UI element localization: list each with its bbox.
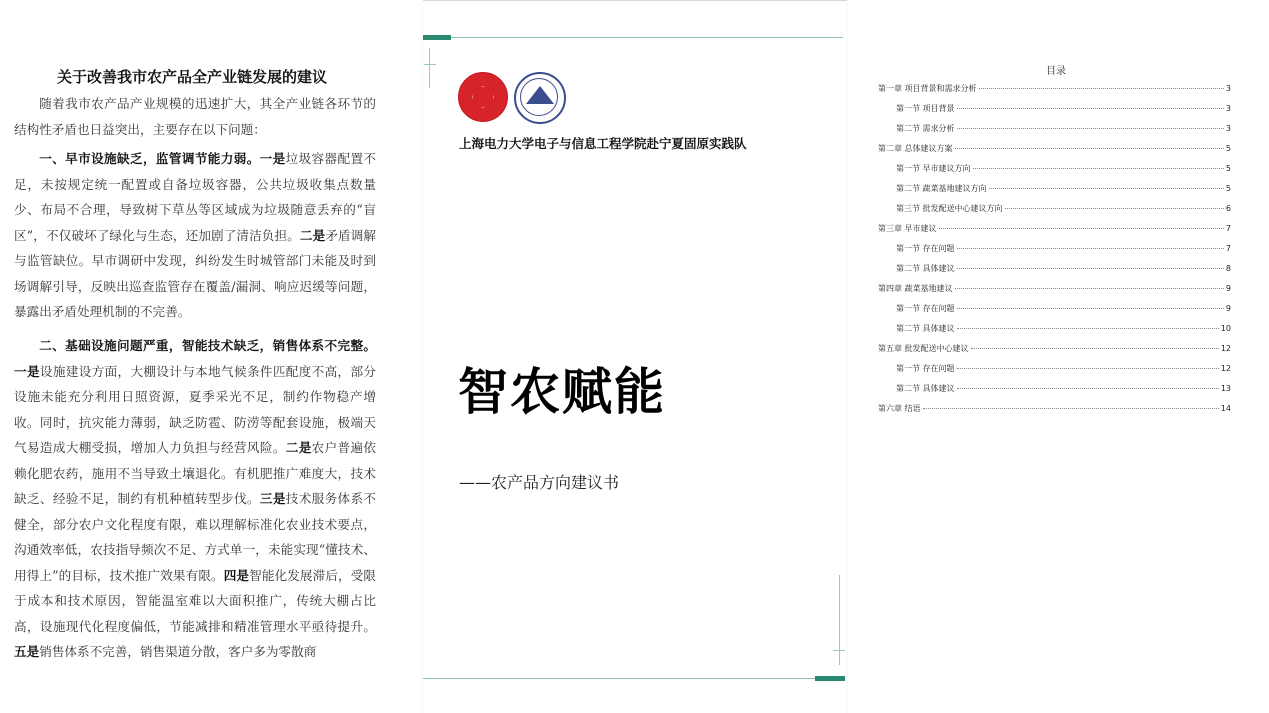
cover-page: [423, 0, 847, 713]
lead-marker: 三是: [259, 491, 286, 506]
toc-entry-label: 第一章 项目背景和需求分析: [878, 84, 977, 93]
toc-entry-label: 第一节 存在问题: [896, 364, 955, 373]
toc-entry-label: 第一节 存在问题: [896, 244, 955, 253]
issue-paragraph-2: [14, 333, 376, 665]
issue-heading-2: 二、基础设施问题严重，智能技术缺乏，销售体系不完整。: [39, 338, 376, 353]
lead-marker: 一是: [14, 363, 40, 379]
toc-entry-page: 9: [1225, 284, 1231, 293]
toc-entry[interactable]: [878, 383, 1231, 403]
issue-heading-1: 一、早市设施缺乏，监管调节能力弱。: [39, 151, 260, 166]
decor-top-line: [423, 37, 843, 38]
toc-entry-page: 3: [1225, 124, 1231, 133]
toc-entry-page: 12: [1220, 364, 1231, 373]
toc-entry-label: 第二节 具体建议: [896, 324, 955, 333]
toc-leader-dots: [957, 248, 1224, 249]
intro-paragraph: 随着我市农产品产业规模的迅速扩大，其全产业链各环节的结构性矛盾也日益突出，主要存在以下问题：: [14, 96, 376, 137]
toc-entry-label: 第四章 蔬菜基地建议: [878, 284, 953, 293]
page-edge-line: [423, 0, 847, 1]
toc-leader-dots: [1005, 208, 1224, 209]
toc-leader-dots: [989, 188, 1224, 189]
toc-entry[interactable]: [878, 323, 1231, 343]
toc-entry[interactable]: [878, 163, 1231, 183]
toc-entry-page: 8: [1225, 264, 1231, 273]
toc-entry-label: 第二章 总体建议方案: [878, 144, 953, 153]
toc-leader-dots: [957, 368, 1219, 369]
table-of-contents-page: [866, 50, 1250, 428]
lead-marker: 四是: [223, 567, 250, 583]
toc-entry-page: 12: [1220, 344, 1231, 353]
toc-entry-label: 第二节 蔬菜基地建议方向: [896, 184, 987, 193]
decor-crosshair-left-bar: [424, 64, 436, 65]
toc-entry[interactable]: [878, 143, 1231, 163]
toc-entry-page: 3: [1225, 104, 1231, 113]
decor-crosshair-right-bar: [833, 650, 845, 651]
toc-entry-page: 7: [1225, 224, 1231, 233]
toc-entry[interactable]: [878, 123, 1231, 143]
toc-entry-label: 第五章 批发配送中心建议: [878, 344, 969, 353]
toc-leader-dots: [955, 288, 1224, 289]
proposal-text-page: [0, 0, 400, 713]
lead-marker: 二是: [285, 440, 312, 455]
cover-title: 智农赋能: [458, 363, 666, 421]
toc-entry[interactable]: [878, 203, 1231, 223]
toc-entry-page: 3: [1225, 84, 1231, 93]
decor-top-block: [423, 35, 451, 40]
toc-entry-page: 6: [1225, 204, 1231, 213]
proposal-title: 关于改善我市农产品全产业链发展的建议: [56, 68, 327, 86]
paragraph-text: 矛盾调解与监管缺位。早市调研中发现，纠纷发生时城管部门未能及时到场调解引导，反映出巡查监管存在覆盖/漏洞、响应迟缓等问题，暴露出矛盾处理机制的不完善。: [14, 227, 377, 319]
toc-entry-label: 第三章 早市建议: [878, 224, 937, 233]
toc-entry[interactable]: [878, 183, 1231, 203]
lead-marker: 五是: [14, 644, 40, 659]
team-name: 上海电力大学电子与信息工程学院赴宁夏固原实践队: [459, 136, 747, 151]
toc-leader-dots: [957, 128, 1224, 129]
toc-entry-page: 5: [1225, 164, 1231, 173]
toc-leader-dots: [957, 268, 1224, 269]
toc-entry-label: 第一节 存在问题: [896, 304, 955, 313]
college-logo-icon: [514, 72, 566, 124]
paragraph-text: 销售体系不完善，销售渠道分散，客户多为零散商: [39, 644, 317, 659]
toc-entry[interactable]: [878, 263, 1231, 283]
toc-entry-label: 第三节 批发配送中心建议方向: [896, 204, 1003, 213]
toc-entry[interactable]: [878, 363, 1231, 383]
toc-entry[interactable]: [878, 303, 1231, 323]
toc-entry-label: 第二节 具体建议: [896, 264, 955, 273]
toc-entry-label: 第一节 项目背景: [896, 104, 955, 113]
lead-marker: 一是: [259, 151, 286, 166]
toc-entry-page: 9: [1225, 304, 1231, 313]
toc-leader-dots: [939, 228, 1224, 229]
toc-entry-page: 10: [1220, 324, 1231, 333]
decor-bottom-block: [815, 676, 845, 681]
lead-marker: 二是: [299, 227, 326, 243]
university-logo-icon: [458, 72, 508, 122]
toc-entry[interactable]: [878, 343, 1231, 363]
toc-entry[interactable]: [878, 243, 1231, 263]
paragraph-text: 农户普遍依赖化肥农药，施用不当导致土壤退化。有机肥推广难度大，技术缺乏、经验不足，制约有机种植转型步伐。: [14, 440, 377, 506]
toc-entry[interactable]: [878, 223, 1231, 243]
toc-leader-dots: [971, 348, 1219, 349]
toc-entry-page: 14: [1220, 404, 1231, 413]
issue-paragraph-1: [14, 146, 376, 325]
toc-leader-dots: [973, 168, 1224, 169]
toc-entry-page: 7: [1225, 244, 1231, 253]
decor-crosshair-right: [839, 575, 840, 665]
toc-leader-dots: [957, 388, 1219, 389]
toc-list: [878, 83, 1231, 423]
toc-entry[interactable]: [878, 403, 1231, 423]
toc-entry-page: 5: [1225, 184, 1231, 193]
toc-leader-dots: [955, 148, 1224, 149]
toc-leader-dots: [957, 308, 1224, 309]
paragraph-text: 智能化发展滞后，受限于成本和技术原因，智能温室难以大面积推广，传统大棚占比高，设施现代化程度偏低，节能减排和精准管理水平亟待提升。: [14, 567, 377, 634]
toc-title: 目录: [1046, 66, 1066, 77]
toc-entry-label: 第六章 结语: [878, 404, 921, 413]
toc-entry[interactable]: [878, 83, 1231, 103]
toc-entry-label: 第二节 具体建议: [896, 384, 955, 393]
toc-entry-label: 第二节 需求分析: [896, 124, 955, 133]
paragraph-text: 设施建设方面，大棚设计与本地气候条件匹配度不高，部分设施未能充分利用日照资源，夏季采光不足，制约作物稳产增收。同时，抗灾能力薄弱，缺乏防雹、防涝等配套设施，极端天气易造成大棚受损，增加人力负担与经营风险。: [14, 363, 377, 455]
toc-entry-page: 5: [1225, 144, 1231, 153]
toc-leader-dots: [957, 328, 1219, 329]
toc-entry-label: 第一节 早市建议方向: [896, 164, 971, 173]
toc-entry-page: 13: [1220, 384, 1231, 393]
toc-leader-dots: [979, 88, 1224, 89]
decor-bottom-line: [423, 678, 845, 679]
toc-leader-dots: [957, 108, 1224, 109]
paragraph-text: 技术服务体系不健全，部分农户文化程度有限，难以理解标准化农业技术要点，沟通效率低，农技指导频次不足、方式单一，未能实现“懂技术、用得上”的目标，技术推广效果有限。: [14, 491, 377, 583]
decor-crosshair-left: [429, 48, 430, 88]
cover-subtitle: ——农产品方向建议书: [459, 473, 620, 492]
toc-entry[interactable]: [878, 103, 1231, 123]
toc-leader-dots: [923, 408, 1219, 409]
paragraph-text: 垃圾容器配置不足，未按规定统一配置或自备垃圾容器，公共垃圾收集点数量少、布局不合理，导致树下草丛等区域成为垃圾随意丢弃的“盲区”，不仅破坏了绿化与生态，还加剧了清洁负担。: [14, 151, 376, 243]
toc-entry[interactable]: [878, 283, 1231, 303]
